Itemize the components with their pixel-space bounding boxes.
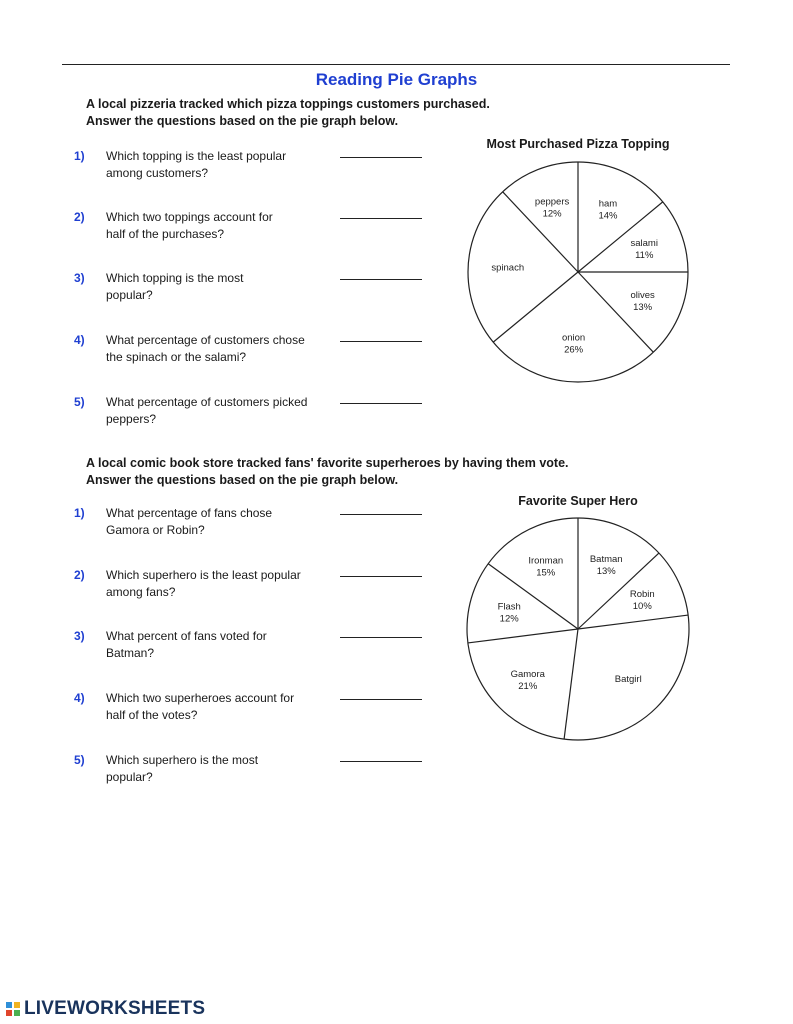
answer-blank[interactable] — [340, 403, 422, 404]
pie-slice-name: salami — [630, 238, 658, 250]
logo-square — [14, 1010, 20, 1016]
question-text — [106, 270, 338, 304]
page-title: Reading Pie Graphs — [315, 70, 478, 89]
question-number: 3) — [74, 629, 85, 643]
answer-blank[interactable] — [340, 699, 422, 700]
question-line: popular? — [106, 288, 153, 302]
pie-slice-name: Batman — [589, 553, 623, 565]
section1-intro-line1: A local pizzeria tracked which pizza toppings customers purchased. — [86, 97, 490, 111]
question-line: What percentage of customers chose — [106, 333, 305, 347]
question-line: popular? — [106, 770, 153, 784]
answer-blank[interactable] — [340, 218, 422, 219]
superhero-pie-chart — [466, 516, 690, 742]
pie-slice-name: peppers — [534, 196, 570, 208]
pie-slice-name: spinach — [491, 262, 525, 274]
question-text — [106, 209, 338, 243]
pie-slice-percent: 12% — [499, 613, 519, 625]
question-text — [106, 148, 338, 182]
logo-square — [6, 1010, 12, 1016]
answer-blank[interactable] — [340, 514, 422, 515]
question-number: 5) — [74, 395, 85, 409]
pie-slice-percent: 10% — [632, 600, 652, 612]
question-number: 2) — [74, 568, 85, 582]
question-text — [106, 752, 338, 786]
pie-slice-percent: 11% — [635, 250, 654, 262]
pie-slice-percent: 13% — [633, 301, 653, 313]
question-number: 5) — [74, 753, 85, 767]
pie-slice-name: ham — [598, 198, 618, 210]
pie-slice-percent: 13% — [596, 565, 616, 577]
liveworksheets-logo-icon — [6, 1002, 20, 1016]
question-line: What percentage of customers picked — [106, 395, 308, 409]
section1-intro — [86, 96, 490, 130]
pie-slice-name: onion — [561, 332, 586, 344]
question-line: half of the votes? — [106, 708, 198, 722]
question-text — [106, 690, 338, 724]
question-number: 1) — [74, 506, 85, 520]
logo-square — [6, 1002, 12, 1008]
question-line: Gamora or Robin? — [106, 523, 205, 537]
pie-slice-name: Batgirl — [614, 674, 642, 686]
question-line: the spinach or the salami? — [106, 350, 247, 364]
pie-slice-percent: 14% — [598, 210, 618, 222]
question-line: Which two superheroes account for — [106, 691, 295, 705]
answer-blank[interactable] — [340, 157, 422, 158]
logo-square — [14, 1002, 20, 1008]
brand-name: LIVEWORKSHEETS — [24, 998, 206, 1019]
question-line: Which superhero is the most — [106, 753, 259, 767]
question-line: What percent of fans voted for — [106, 629, 267, 643]
section2-intro — [86, 455, 569, 489]
question-line: Batman? — [106, 646, 155, 660]
question-text — [106, 394, 338, 428]
section1-intro-line2: Answer the questions based on the pie graph below. — [86, 114, 399, 128]
header-rule — [62, 64, 730, 65]
question-line: Which topping is the most — [106, 271, 244, 285]
liveworksheets-brand[interactable] — [6, 998, 205, 1020]
answer-blank[interactable] — [340, 637, 422, 638]
section2-intro-line1: A local comic book store tracked fans' favorite superheroes by having them vote. — [86, 456, 569, 470]
pie-slice-percent: 21% — [518, 681, 538, 693]
pizza-chart-title: Most Purchased Pizza Topping — [486, 137, 670, 151]
pie-slice-name: Flash — [497, 601, 521, 613]
pie-slice-name: olives — [630, 289, 655, 301]
answer-blank[interactable] — [340, 341, 422, 342]
question-line: half of the purchases? — [106, 227, 225, 241]
question-number: 4) — [74, 691, 85, 705]
question-text — [106, 505, 338, 539]
question-text — [106, 567, 338, 601]
pie-slice-name: Gamora — [510, 669, 545, 681]
pie-slice-percent: 12% — [542, 208, 562, 220]
section2-intro-line2: Answer the questions based on the pie graph below. — [86, 473, 399, 487]
pie-slice-name: Robin — [629, 588, 655, 600]
pizza-pie-chart — [466, 160, 690, 384]
question-line: among customers? — [106, 166, 209, 180]
question-line: among fans? — [106, 585, 176, 599]
superhero-chart-title: Favorite Super Hero — [518, 494, 638, 508]
answer-blank[interactable] — [340, 761, 422, 762]
pie-slice-percent: 15% — [536, 567, 556, 579]
question-text — [106, 628, 338, 662]
question-number: 2) — [74, 210, 85, 224]
answer-blank[interactable] — [340, 576, 422, 577]
pie-slice-percent: 26% — [564, 344, 584, 356]
pie-slice-name: Ironman — [528, 555, 564, 567]
question-line: Which two toppings account for — [106, 210, 273, 224]
question-number: 3) — [74, 271, 85, 285]
answer-blank[interactable] — [340, 279, 422, 280]
question-line: What percentage of fans chose — [106, 506, 273, 520]
question-line: Which superhero is the least popular — [106, 568, 301, 582]
question-number: 1) — [74, 149, 85, 163]
question-number: 4) — [74, 333, 85, 347]
question-text — [106, 332, 338, 366]
question-line: peppers? — [106, 412, 157, 426]
question-line: Which topping is the least popular — [106, 149, 287, 163]
